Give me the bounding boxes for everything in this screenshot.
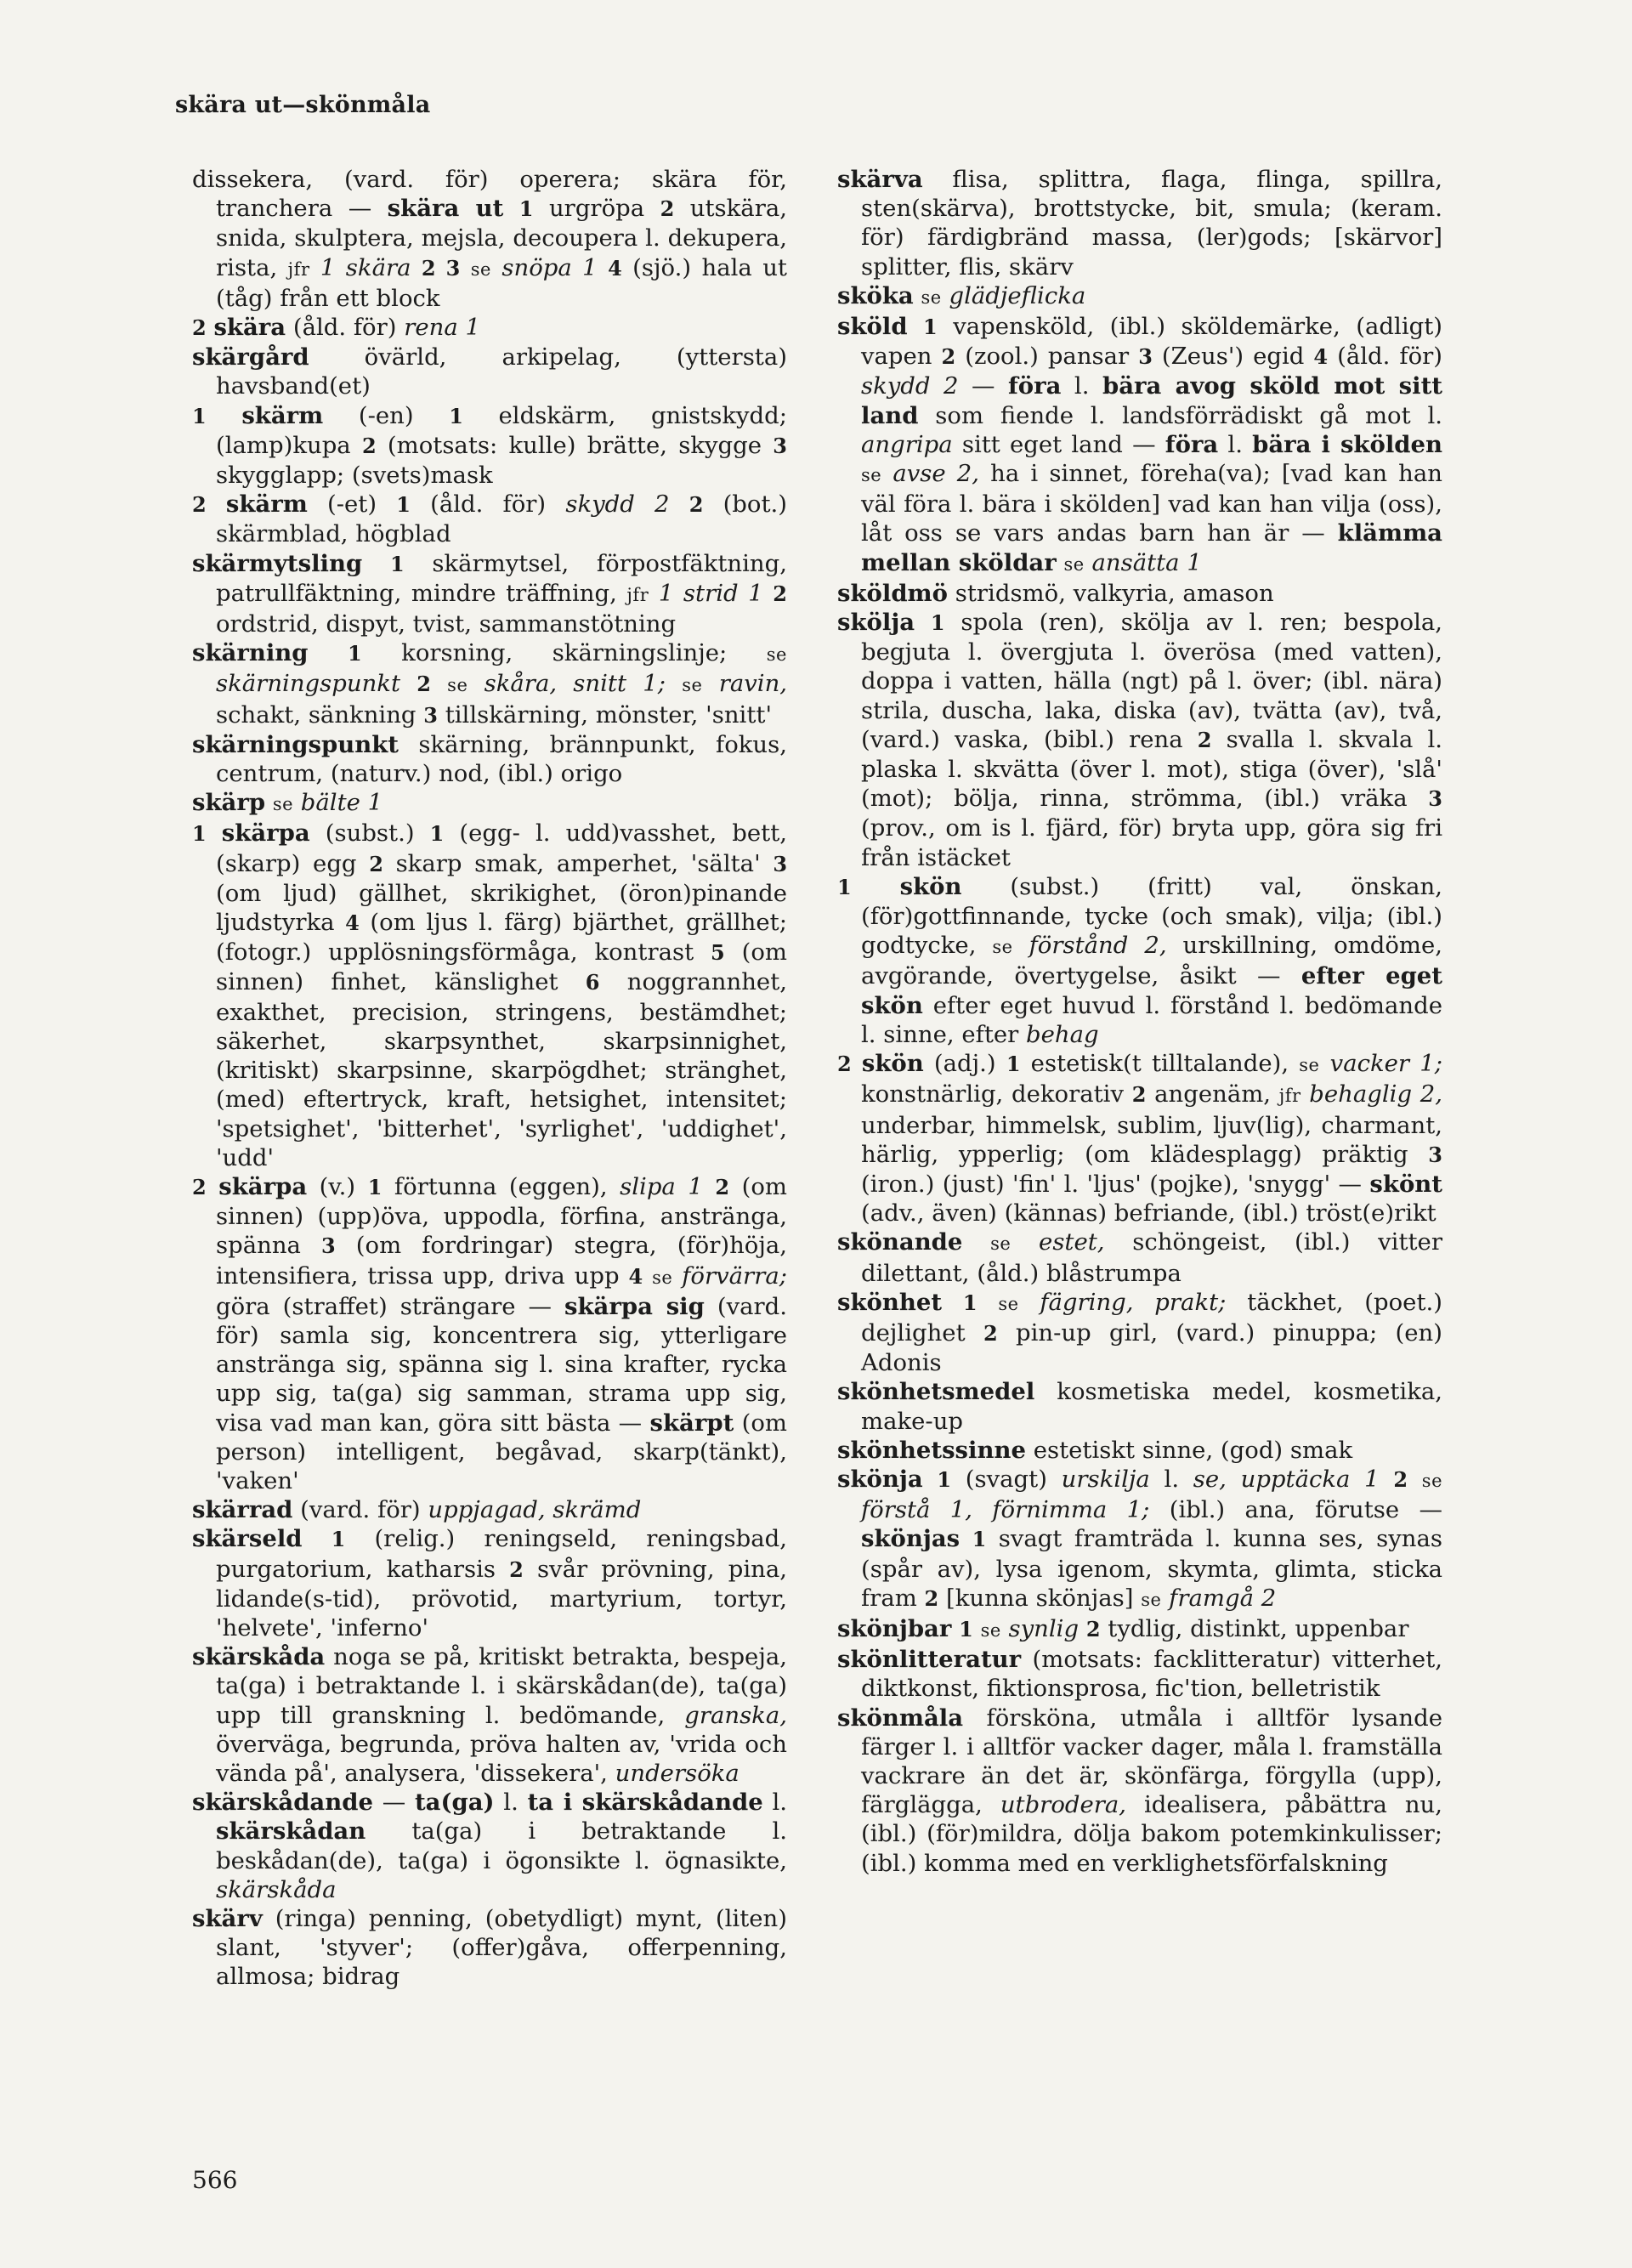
dictionary-entry: skönmåla försköna, utmåla i alltför lysande färger l. i alltför vacker dager, måla l. framställa vackrare än det är, skönfärga, förgylla (upp), färglägga, utbrodera, idealisera, påbättra nu, (ibl.) (för)mildra, dölja bakom potemkinkulisser; (ibl.) komma med en verklighetsförfalskning <box>837 1704 1443 1877</box>
dictionary-entry: sköka se glädjeflicka <box>837 281 1086 309</box>
dictionary-entry: 1 skärpa (subst.) 1 (egg- l. udd)vasshet, bett, (skarp) egg 2 skarp smak, amperhet, 'sälta' 3 (om ljud) gällhet, skrikighet, (öron)pinande ljudstyrka 4 (om ljus l. färg) bjärthet, grällhet; (fotogr.) upplösningsförmåga, kontrast 5 (om sinnen) finhet, känslighet 6 noggrannhet, exakthet, precision, stringens, bestämdhet; säkerhet, skarpsynthet, skarpsinnighet, (kritiskt) skarpsinne, skarpögdhet; stränghet, (med) eftertryck, kraft, hetsighet, intensitet; 'spetsighet', 'bitterhet', 'syrlighet', 'uddighet', 'udd' <box>192 819 788 1171</box>
dictionary-entry: skönjbar 1 se synlig 2 tydlig, distinkt, uppenbar <box>837 1614 1409 1642</box>
dictionary-entry: skärningspunkt skärning, brännpunkt, fokus, centrum, (naturv.) nod, (ibl.) origo <box>192 730 787 788</box>
dictionary-entry: skönlitteratur (motsats: facklitteratur) vitterhet, diktkonst, fiktionsprosa, fic'tion, belletristik <box>837 1646 1442 1703</box>
dictionary-entry: skärgård övärld, arkipelag, (yttersta) havsband(et) <box>192 343 787 400</box>
dictionary-entry: skärning 1 korsning, skärningslinje; se skärningspunkt 2 se skåra, snitt 1; se ravin, schakt, sänkning 3 tillskärning, mönster, 'snitt' <box>192 639 788 729</box>
dictionary-entry: skärskådande — ta(ga) l. ta i skärskådande l. skärskådan ta(ga) i betraktande l. beskådan(de), ta(ga) i ögonsikte l. ögnasikte, skärskåda <box>192 1789 787 1903</box>
dictionary-entry: skärskåda noga se på, kritiskt betrakta, bespeja, ta(ga) i betraktande l. i skärskådan(de), ta(ga) upp till granskning l. bedömande, granska, överväga, begrunda, pröva halten av, 'vrida och vända på', analysera, 'dissekera', undersöka <box>192 1643 787 1787</box>
dictionary-entry: 2 skärpa (v.) 1 förtunna (eggen), slipa 1 2 (om sinnen) (upp)öva, uppodla, förfina, anstränga, spänna 3 (om fordringar) stegra, (för)höja, intensifiera, trissa upp, driva upp 4 se förvärra; göra (straffet) strängare — skärpa sig (vard. för) samla sig, koncentrera sig, ytterligare anstränga sig, spänna sig l. sina krafter, rycka upp sig, ta(ga) sig samman, strama upp sig, visa vad man kan, göra sitt bästa — skärpt (om person) intelligent, begåvad, skarp(tänkt), 'vaken' <box>192 1172 788 1494</box>
dictionary-entry: skärrad (vard. för) uppjagad, skrämd <box>192 1496 642 1524</box>
dictionary-entry: skönja 1 (svagt) urskilja l. se, upptäcka 1 2 se förstå 1, förnimma 1; (ibl.) ana, förutse — skönjas 1 svagt framträda l. kunna ses, synas (spår av), lysa igenom, skymta, glimta, sticka fram 2 [kunna skönjas] se framgå 2 <box>837 1465 1443 1612</box>
dictionary-entry: skönhet 1 se fägring, prakt; täckhet, (poet.) dejlighet 2 pin-up girl, (vard.) pinuppa; (en) Adonis <box>837 1288 1442 1377</box>
running-head: skära ut—skönmåla <box>175 92 431 118</box>
dictionary-entry: 2 skön (adj.) 1 estetisk(t tilltalande), se vacker 1; konstnärlig, dekorativ 2 angenäm, jfr behaglig 2, underbar, himmelsk, sublim, ljuv(lig), charmant, härlig, ypperlig; (om klädesplagg) präktig 3 (iron.) (just) 'fin' l. 'ljus' (pojke), 'snygg' — skönt (adv., även) (kännas) befriande, (ibl.) tröst(e)rikt <box>837 1050 1442 1228</box>
dictionary-entry: skärp se bälte 1 <box>192 789 383 817</box>
dictionary-entry: sköld 1 vapensköld, (ibl.) sköldemärke, (adligt) vapen 2 (zool.) pansar 3 (Zeus') egid 4 (åld. för) skydd 2 — föra l. bära avog sköld mot sitt land som fiende l. landsförrädiskt gå mot l. angripa sitt eget land — föra l. bära i skölden se avse 2, ha i sinnet, föreha(va); [vad kan han väl föra l. bära i skölden] vad kan han vilja (oss), låt oss se vars andas barn han är — klämma mellan sköldar se ansätta 1 <box>837 313 1443 576</box>
dictionary-entry: skärmytsling 1 skärmytsel, förpostfäktning, patrullfäktning, mindre träffning, jfr 1 strid 1 2 ordstrid, dispyt, tvist, sammanstötning <box>192 549 787 638</box>
dictionary-entry: sköldmö stridsmö, valkyria, amason <box>837 579 1274 607</box>
dictionary-entry: skönhetsmedel kosmetiska medel, kosmetika, make-up <box>837 1378 1442 1435</box>
dictionary-entry: skärv (ringa) penning, (obetydligt) mynt, (liten) slant, 'styver'; (offer)gåva, offerpenning, allmosa; bidrag <box>192 1904 787 1991</box>
dictionary-entry: 2 skära (åld. för) rena 1 <box>192 314 480 342</box>
dictionary-entry: 1 skön (subst.) (fritt) val, önskan, (för)gottfinnande, tycke (och smak), vilja; (ibl.) godtycke, se förstånd 2, urskillning, omdöme, avgörande, övertygelse, åsikt — efter eget skön efter eget huvud l. förstånd l. bedömande l. sinne, efter behag <box>837 872 1442 1048</box>
page-number: 566 <box>192 2166 238 2194</box>
right-column <box>837 165 1442 1878</box>
dictionary-entry: skönhetssinne estetiskt sinne, (god) smak <box>837 1436 1353 1464</box>
dictionary-entry: 2 skärm (-et) 1 (åld. för) skydd 2 2 (bot.) skärmblad, högblad <box>192 490 787 548</box>
dictionary-entry: 1 skärm (-en) 1 eldskärm, gnistskydd; (lamp)kupa 2 (motsats: kulle) brätte, skygge 3 skygglapp; (svets)mask <box>192 401 787 490</box>
dictionary-entry: skärseld 1 (relig.) reningseld, reningsbad, purgatorium, katharsis 2 svår prövning, pina, lidande(s-tid), prövotid, martyrium, tortyr, 'helvete', 'inferno' <box>192 1525 787 1641</box>
left-column <box>192 165 787 1992</box>
dictionary-entry: skärva flisa, splittra, flaga, flinga, spillra, sten(skärva), brottstycke, bit, smula; (keram. för) färdigbränd massa, (ler)gods; [skärvor] splitter, flis, skärv <box>837 166 1442 281</box>
dictionary-entry: dissekera, (vard. för) operera; skära för, tranchera — skära ut 1 urgröpa 2 utskära, snida, skulptera, mejsla, decoupera l. dekupera, rista, jfr 1 skära 2 3 se snöpa 1 4 (sjö.) hala ut (tåg) från ett block <box>192 166 787 312</box>
dictionary-entry: skölja 1 spola (ren), skölja av l. ren; bespola, begjuta l. övergjuta l. överösa (med vatten), doppa i vatten, hälla (ngt) på l. över; (ibl. nära) strila, duscha, laka, diska (av), tvätta (av), två, (vard.) vaska, (bibl.) rena 2 svalla l. skvala l. plaska l. skvätta (över l. mot), stiga (över), 'slå' (mot); bölja, rinna, strömma, (ibl.) vräka 3 (prov., om is l. fjärd, för) bryta upp, göra sig fri från istäcket <box>837 609 1443 871</box>
dictionary-entry: skönande se estet, schöngeist, (ibl.) vitter dilettant, (åld.) blåstrumpa <box>837 1228 1442 1287</box>
